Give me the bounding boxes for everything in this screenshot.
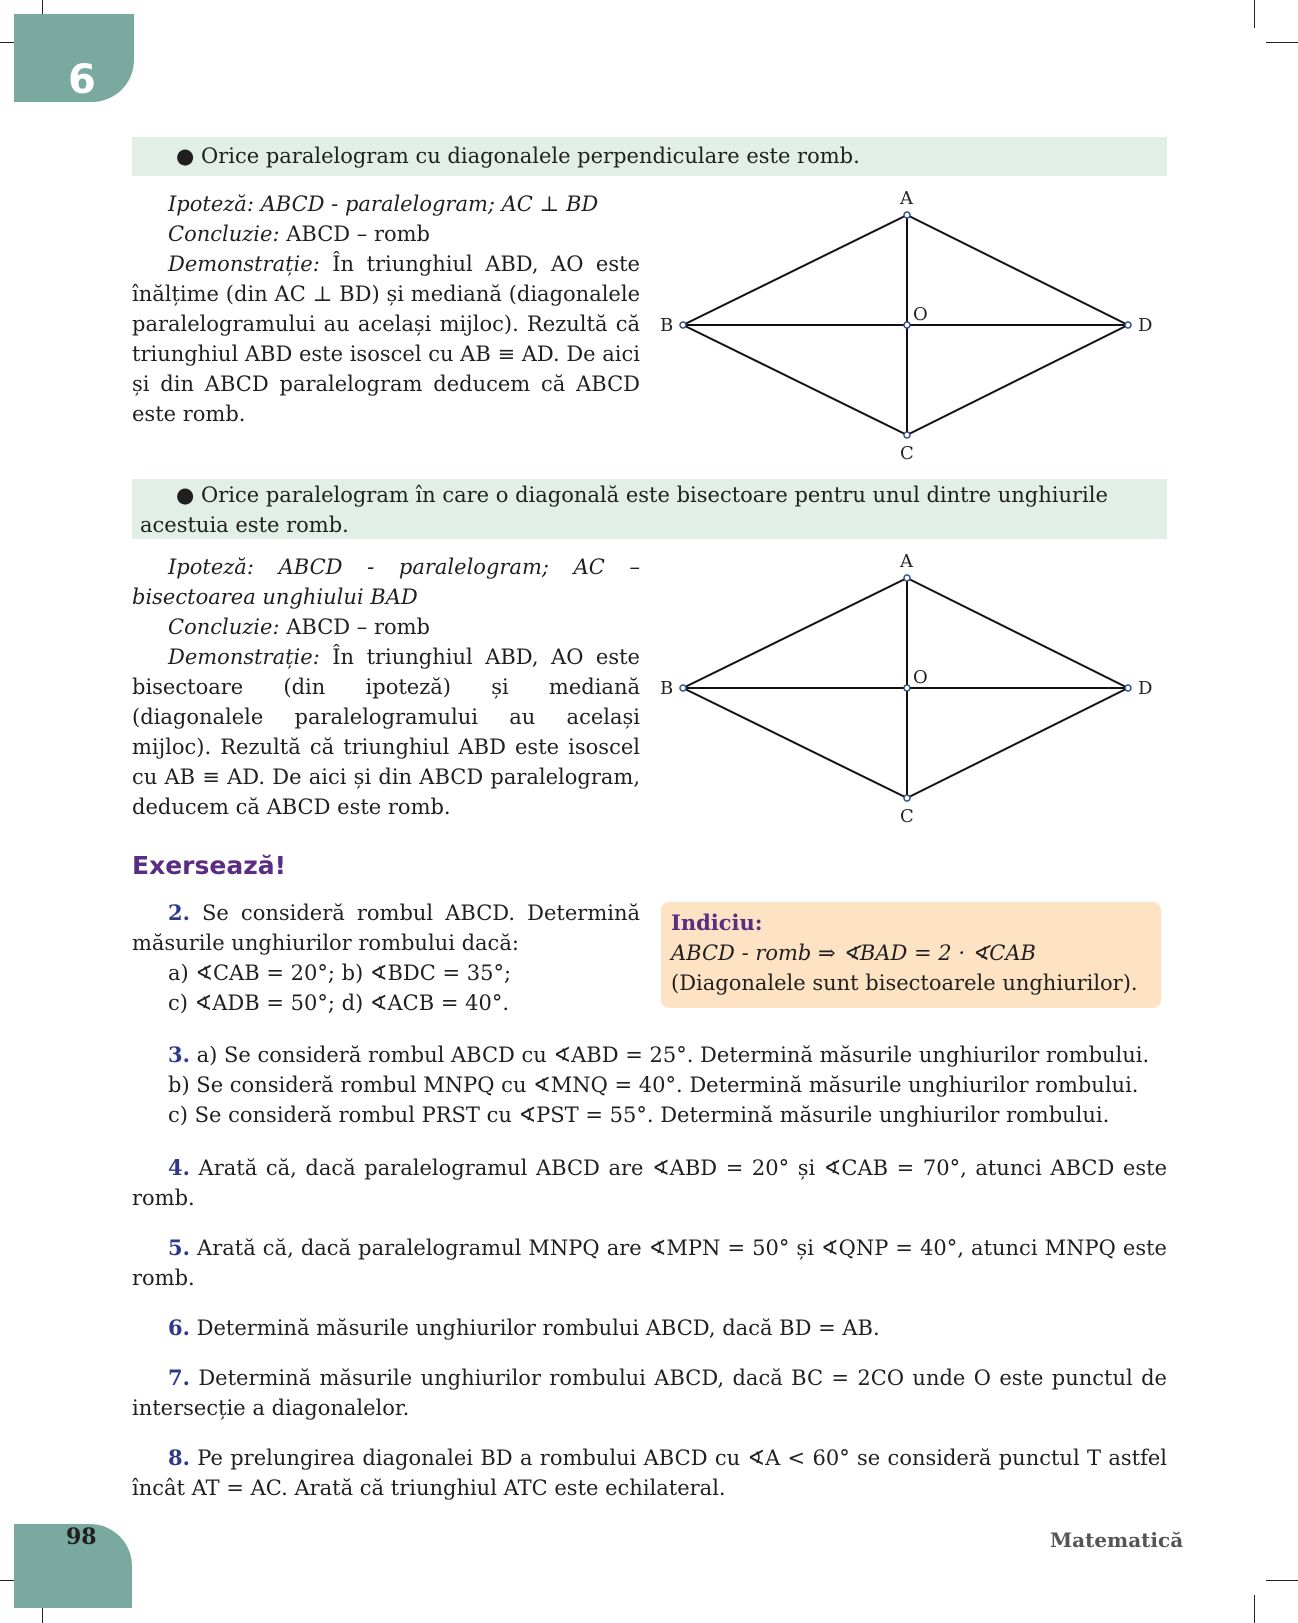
exercise-number: 5.	[168, 1235, 190, 1260]
exercise-2	[132, 898, 640, 1018]
exercise-number: 4.	[168, 1155, 190, 1180]
crop-mark	[1254, 1595, 1255, 1623]
label-a: A	[900, 188, 913, 209]
label-c: C	[900, 443, 914, 464]
exercise-number: 3.	[168, 1042, 190, 1067]
exercise-number: 7.	[168, 1365, 190, 1390]
crop-mark	[1266, 1580, 1298, 1581]
theorem2-text	[132, 552, 640, 822]
theorem2-statement: Orice paralelogram în care o diagonală este bisectoare pentru unul dintre unghiurile acestuia este romb.	[140, 483, 1108, 537]
point-b	[680, 322, 686, 328]
crop-mark	[1254, 0, 1255, 28]
point-a	[904, 575, 910, 581]
theorem2-proof-text: În triunghiul ABD, AO este bisectoare (din ipoteză) și mediană (diagonalele paralelogramului au același mijloc). Rezultă că triunghiul ABD este isoscel cu AB ≡ AD. De aici și din ABCD paralelogram, deducem că ABCD este romb.	[132, 645, 640, 819]
theorem1-text	[132, 189, 640, 429]
side-ad	[907, 215, 1128, 325]
exercise-text: Determină măsurile unghiurilor rombului ABCD, dacă BC = 2CO unde O este punctul de intersecție a diagonalelor.	[132, 1366, 1167, 1420]
label-c: C	[900, 806, 914, 827]
label-o: O	[913, 304, 928, 325]
exercise-4	[132, 1153, 1167, 1213]
theorem1-hyp-text: ABCD - paralelogram; AC ⊥ BD	[260, 192, 599, 216]
label-o: O	[913, 667, 928, 688]
exercise-text: Arată că, dacă paralelogramul MNPQ are ∢MPN = 50° și ∢QNP = 40°, atunci MNPQ este romb.	[132, 1236, 1167, 1290]
label-a: A	[900, 551, 913, 572]
theorem1-concl-text: ABCD – romb	[286, 222, 430, 246]
exercise-line: a) ∢CAB = 20°; b) ∢BDC = 35°;	[168, 961, 512, 985]
crop-mark	[1266, 42, 1298, 43]
point-o	[904, 685, 910, 691]
chapter-number: 6	[68, 57, 96, 103]
theorem1-concl-label: Concluzie:	[168, 222, 280, 246]
exercise-text: Arată că, dacă paralelogramul ABCD are ∢ABD = 20° și ∢CAB = 70°, atunci ABCD este romb.	[132, 1156, 1167, 1210]
exercise-number: 2.	[168, 900, 190, 925]
theorem2-statement-band: ● Orice paralelogram în care o diagonală este bisectoare pentru unul dintre unghiurile acestuia este romb.	[132, 479, 1167, 539]
side-ab	[683, 215, 907, 325]
exercise-5	[132, 1233, 1167, 1293]
rhombus-figure-1	[650, 180, 1170, 470]
point-d	[1125, 685, 1131, 691]
exercise-3	[132, 1040, 1167, 1130]
theorem1-proof-label: Demonstrație:	[168, 252, 320, 276]
exercise-line: c) Se consideră rombul PRST cu ∢PST = 55°. Determină măsurile unghiurilor rombului.	[168, 1103, 1110, 1127]
theorem1-hyp-label: Ipoteză:	[168, 192, 254, 216]
exercise-line: c) ∢ADB = 50°; d) ∢ACB = 40°.	[168, 991, 509, 1015]
side-bc	[683, 688, 907, 798]
theorem2-concl-label: Concluzie:	[168, 615, 280, 639]
side-dc	[907, 325, 1128, 435]
hint-box	[661, 902, 1161, 1008]
exercise-text: Determină măsurile unghiurilor rombului ABCD, dacă BD = AB.	[196, 1316, 880, 1340]
exercise-number: 8.	[168, 1445, 190, 1470]
exercise-6	[132, 1313, 1167, 1343]
theorem2-hyp-text: ABCD - paralelogram; AC – bisectoarea unghiului BAD	[132, 555, 640, 609]
theorem1-proof-text: În triunghiul ABD, AO este înălțime (din AC ⊥ BD) și mediană (diagonalele paralelogramului au același mijloc). Rezultă că triunghiul ABD este isoscel cu AB ≡ AD. De aici și din ABCD paralelogram deducem că ABCD este romb.	[132, 252, 640, 426]
exercises-heading: Exersează!	[132, 851, 287, 880]
theorem2-proof-label: Demonstrație:	[168, 645, 320, 669]
side-ad	[907, 578, 1128, 688]
page-number: 98	[66, 1524, 97, 1550]
theorem1-statement-band: ● Orice paralelogram cu diagonalele perpendiculare este romb.	[132, 137, 1167, 176]
theorem2-concl-text: ABCD – romb	[286, 615, 430, 639]
label-d: D	[1138, 678, 1153, 699]
subject-footer: Matematică	[1050, 1528, 1184, 1552]
point-d	[1125, 322, 1131, 328]
hint-title: Indiciu:	[671, 910, 763, 935]
exercise-line: b) Se consideră rombul MNPQ cu ∢MNQ = 40°. Determină măsurile unghiurilor rombului.	[168, 1073, 1139, 1097]
point-b	[680, 685, 686, 691]
exercise-text: Pe prelungirea diagonalei BD a rombului ABCD cu ∢A < 60° se consideră punctul T astfel încât AT = AC. Arată că triunghiul ATC este echilateral.	[132, 1446, 1167, 1500]
side-bc	[683, 325, 907, 435]
point-c	[904, 795, 910, 801]
exercise-number: 6.	[168, 1315, 190, 1340]
label-b: B	[660, 678, 674, 699]
side-ab	[683, 578, 907, 688]
point-o	[904, 322, 910, 328]
side-dc	[907, 688, 1128, 798]
exercise-8	[132, 1443, 1167, 1503]
exercise-text: a) Se consideră rombul ABCD cu ∢ABD = 25°. Determină măsurile unghiurilor rombului.	[196, 1043, 1150, 1067]
theorem2-hyp-label: Ipoteză:	[168, 555, 254, 579]
exercise-text: Se consideră rombul ABCD. Determină măsurile unghiurilor rombului dacă:	[132, 901, 640, 955]
point-c	[904, 432, 910, 438]
label-b: B	[660, 315, 674, 336]
rhombus-figure-2	[650, 543, 1170, 833]
hint-line-2: (Diagonalele sunt bisectoarele unghiurilor).	[671, 971, 1138, 995]
point-a	[904, 212, 910, 218]
label-d: D	[1138, 315, 1153, 336]
hint-line-1: ABCD - romb ⇒ ∢BAD = 2 · ∢CAB	[671, 941, 1036, 965]
exercise-7	[132, 1363, 1167, 1423]
theorem1-statement: Orice paralelogram cu diagonalele perpendiculare este romb.	[201, 144, 860, 168]
